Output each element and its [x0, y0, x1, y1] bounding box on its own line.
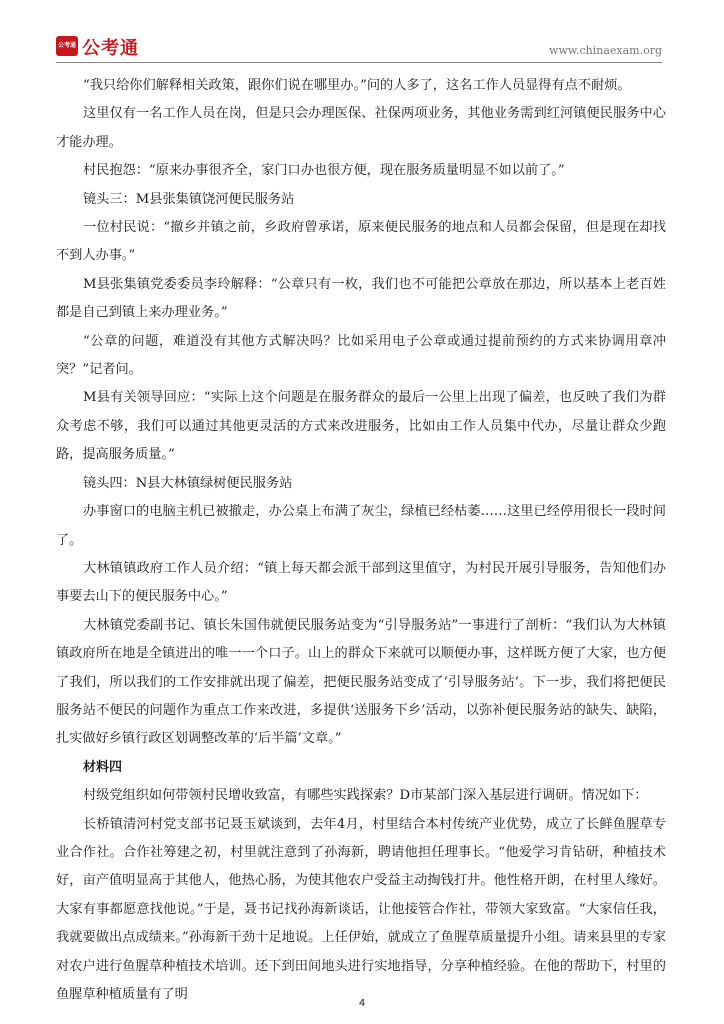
paragraph: 一位村民说：“撤乡并镇之前，乡政府曾承诺，原来便民服务的地点和人员都会保留，但是现在却找不到人办事。”	[56, 220, 666, 264]
paragraph: 大林镇镇政府工作人员介绍：“镇上每天都会派干部到这里值守，为村民开展引导服务，告知他们办事要去山下的便民服务中心。”	[56, 560, 666, 605]
logo-text: 公考通	[82, 38, 139, 59]
document-body	[56, 72, 666, 1009]
paragraph: M县张集镇党委委员李玲解释：“公章只有一枚，我们也不可能把公章放在那边，所以基本上老百姓都是自己到镇上来办理业务。”	[56, 276, 666, 321]
section-subheading: 镜头三：M县张集镇饶河便民服务站	[83, 191, 295, 207]
paragraph: 村级党组织如何带领村民增收致富，有哪些实践探索？D市某部门深入基层进行调研。情况如下：	[83, 788, 648, 804]
paragraph: “公章的问题，难道没有其他方式解决吗？比如采用电子公章或通过提前预约的方式来协调用章冲突？”记者问。	[56, 333, 666, 378]
site-url: www.chinaexam.org	[549, 44, 662, 57]
page-number: 4	[358, 998, 366, 1009]
material-heading: 材料四	[83, 759, 123, 775]
paragraph: M县有关领导回应：“实际上这个问题是在服务群众的最后一公里上出现了偏差，也反映了我们为群众考虑不够，我们可以通过其他更灵活的方式来改进服务，比如由工作人员集中代办，尽量让群众少跑路，提高服务质量。”	[56, 390, 666, 463]
paragraph: 长桥镇清河村党支部书记聂玉斌谈到，去年4月，村里结合本村传统产业优势，成立了长鲜鱼腥草专业合作社。合作社筹建之初，村里就注意到了孙海新，聘请他担任理事长。“他爱学习肯钻研，种植技术好，亩产值明显高于其他人，他热心肠，为使其他农户受益主动掏钱打井。他性格开朗，在村里人缘好。大家有事都愿意找他说。”于是，聂书记找孙海新谈话，让他接管合作社，带领大家致富。“大家信任我，我就要做出点成绩来。”孙海新干劲十足地说。上任伊始，就成立了鱼腥草质量提升小组。请来县里的专家对农户进行鱼腥草种植技术培训。还下到田间地头进行实地指导，分享种植经验。在他的帮助下，村里的鱼腥草种植质量有了明	[56, 816, 666, 1002]
paragraph: 村民抱怨：“原来办事很齐全，家门口办也很方便，现在服务质量明显不如以前了。”	[83, 163, 565, 179]
logo-icon: 公考通	[56, 36, 78, 56]
paragraph: “我只给你们解释相关政策，跟你们说在哪里办。”问的人多了，这名工作人员显得有点不耐烦。	[83, 78, 631, 93]
paragraph: 大林镇党委副书记、镇长朱国伟就便民服务站变为“引导服务站”一事进行了剖析：“我们认为大林镇镇政府所在地是全镇进出的唯一一个口子。山上的群众下来就可以顺便办事，这样既方便了大家，也方便了我们，所以我们的工作安排就出现了偏差，把便民服务站变成了‘引导服务站’。下一步，我们将把便民服务站不便民的问题作为重点工作来改进，多提供‘送服务下乡’活动，以弥补便民服务站的缺失、缺陷，扎实做好乡镇行政区划调整改革的‘后半篇’文章。”	[56, 617, 666, 747]
paragraph: 这里仅有一名工作人员在岗，但是只会办理医保、社保两项业务，其他业务需到红河镇便民服务中心才能办理。	[56, 106, 666, 150]
page-header	[56, 34, 662, 63]
paragraph: 办事窗口的电脑主机已被撤走，办公桌上布满了灰尘，绿植已经枯萎……这里已经停用很长一段时间了。	[56, 504, 666, 548]
section-subheading: 镜头四：N县大林镇绿树便民服务站	[83, 475, 293, 491]
